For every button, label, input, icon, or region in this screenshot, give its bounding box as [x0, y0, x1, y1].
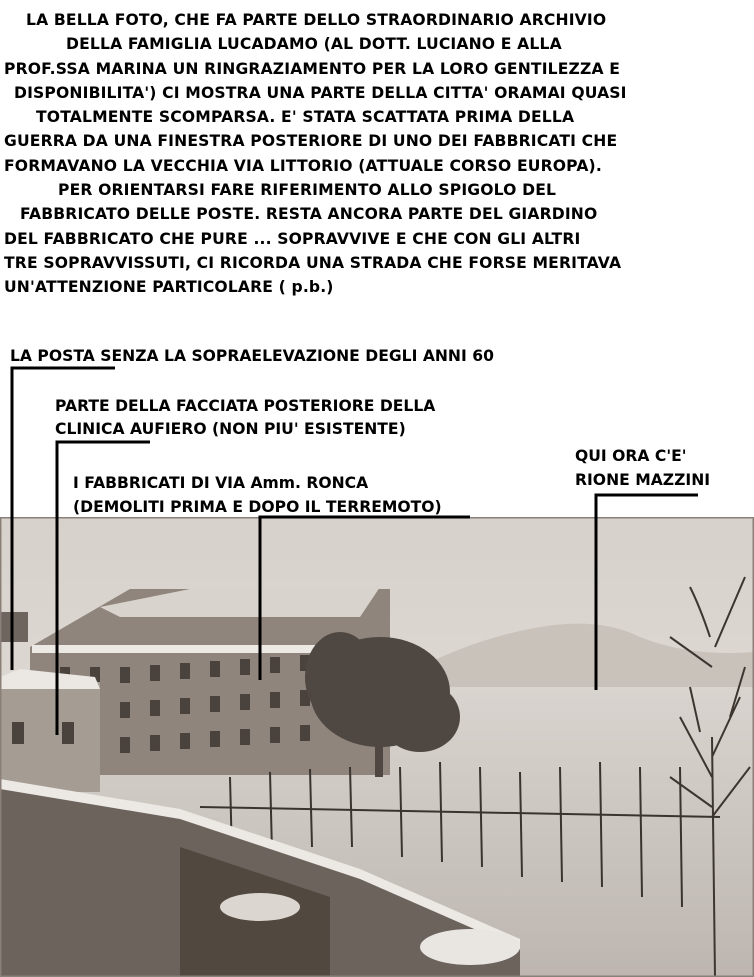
- caption-line: TRE SOPRAVVISSUTI, CI RICORDA UNA STRADA CHE FORSE MERITAVA: [4, 253, 622, 272]
- caption-text: [4, 8, 750, 300]
- label-posta: LA POSTA SENZA LA SOPRAELEVAZIONE DEGLI ANNI 60: [10, 347, 494, 365]
- label-ronca-line2: (DEMOLITI PRIMA E DOPO IL TERREMOTO): [73, 498, 442, 516]
- label-clinica-line2: CLINICA AUFIERO (NON PIU' ESISTENTE): [55, 420, 406, 438]
- caption-line: DELLA FAMIGLIA LUCADAMO (AL DOTT. LUCIANO E ALLA: [66, 35, 562, 54]
- caption-line: DISPONIBILITA') CI MOSTRA UNA PARTE DELLA CITTA' ORAMAI QUASI: [14, 83, 627, 102]
- caption-line: FABBRICATO DELLE POSTE. RESTA ANCORA PARTE DEL GIARDINO: [20, 205, 598, 224]
- caption-line: UN'ATTENZIONE PARTICOLARE ( p.b.): [4, 278, 334, 297]
- label-mazzini-line1: QUI ORA C'E': [575, 447, 687, 465]
- caption-line: GUERRA DA UNA FINESTRA POSTERIORE DI UNO DEI FABBRICATI CHE: [4, 132, 618, 151]
- caption-line: LA BELLA FOTO, CHE FA PARTE DELLO STRAORDINARIO ARCHIVIO: [26, 11, 607, 29]
- historic-photo: [0, 517, 754, 977]
- caption-line: PROF.SSA MARINA UN RINGRAZIAMENTO PER LA LORO GENTILEZZA E: [4, 59, 621, 78]
- label-ronca-line1: I FABBRICATI DI VIA Amm. RONCA: [73, 474, 369, 492]
- label-mazzini-line2: RIONE MAZZINI: [575, 471, 711, 489]
- label-clinica-line1: PARTE DELLA FACCIATA POSTERIORE DELLA: [55, 397, 436, 415]
- caption-line: FORMAVANO LA VECCHIA VIA LITTORIO (ATTUALE CORSO EUROPA).: [4, 156, 602, 175]
- caption-line: DEL FABBRICATO CHE PURE ... SOPRAVVIVE E CHE CON GLI ALTRI: [4, 229, 581, 248]
- caption-line: PER ORIENTARSI FARE RIFERIMENTO ALLO SPIGOLO DEL: [58, 181, 557, 200]
- caption-line: TOTALMENTE SCOMPARSA. E' STATA SCATTATA PRIMA DELLA: [36, 108, 575, 127]
